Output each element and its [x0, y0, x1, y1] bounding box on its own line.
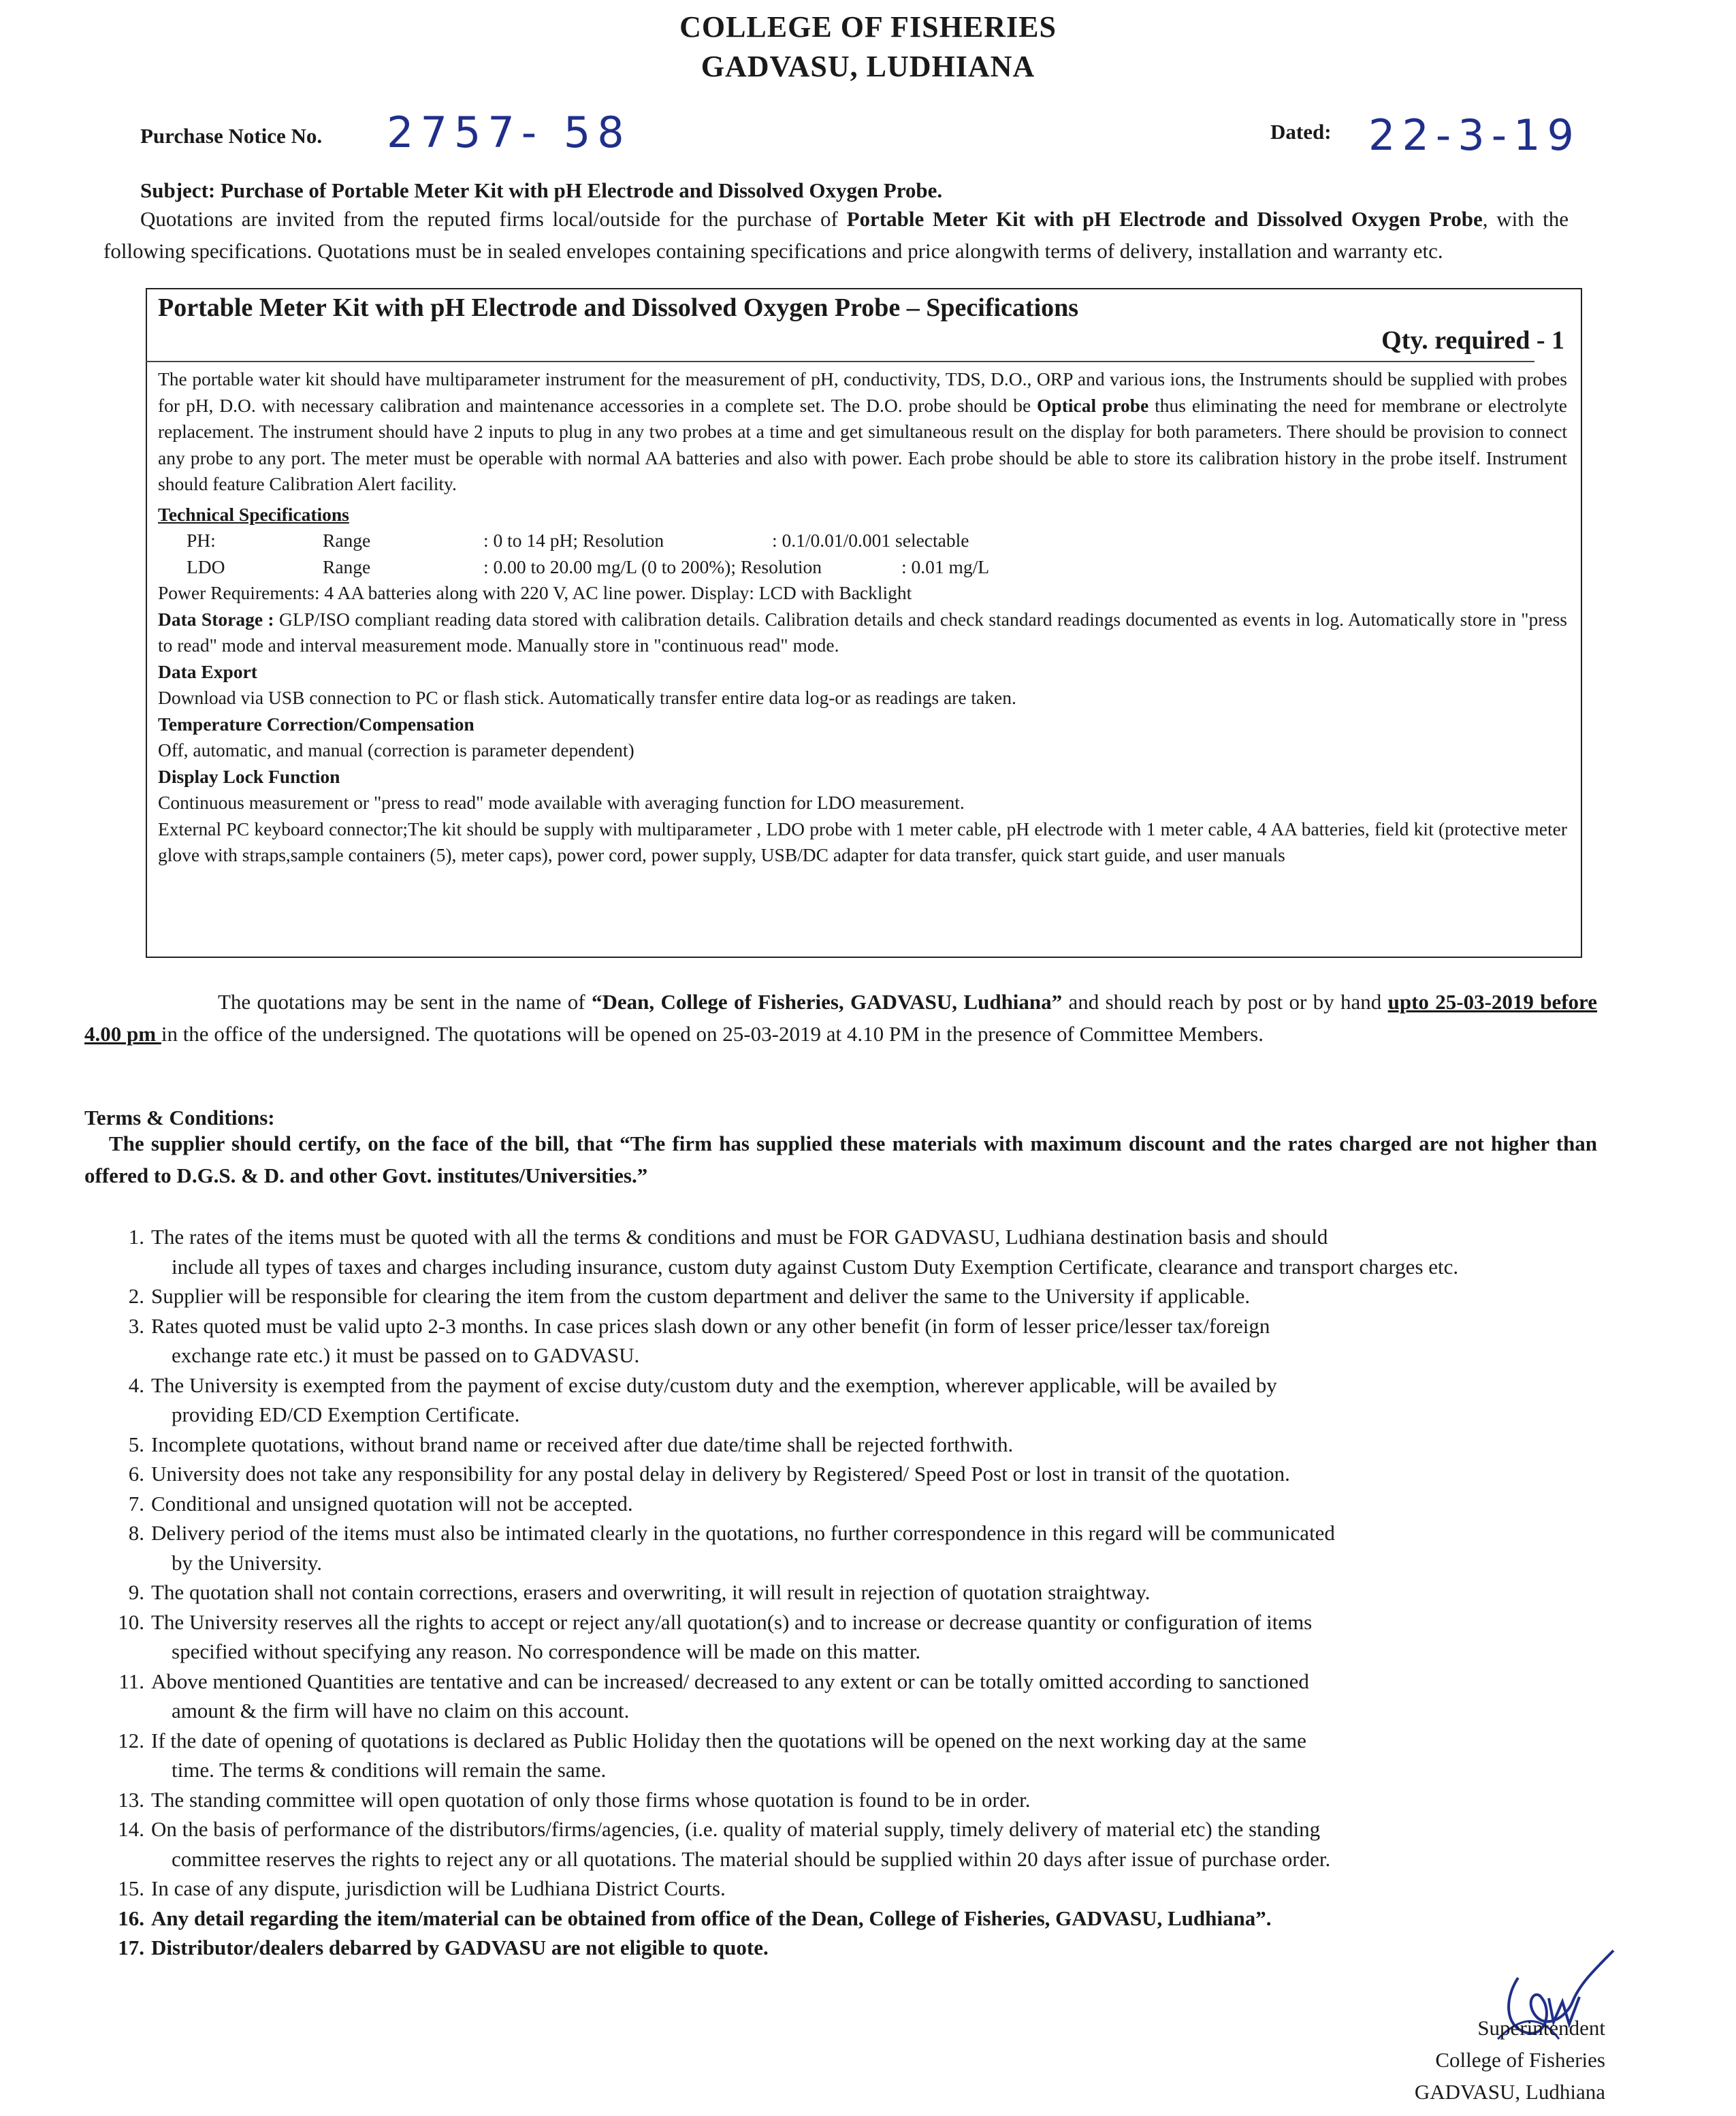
- term-item: [91, 1874, 1603, 1904]
- signatory-location: GADVASU, Ludhiana: [1414, 2080, 1605, 2104]
- term-item: [91, 1726, 1603, 1785]
- term-number: 13.: [118, 1787, 144, 1812]
- ph-range-value: : 0 to 14 pH; Resolution: [483, 530, 664, 551]
- term-text-first: Rates quoted must be valid upto 2-3 months. In case prices slash down or any other benefit (in form of lesser price/lesser tax/foreign: [151, 1313, 1270, 1338]
- term-item: [91, 1311, 1603, 1370]
- terms-heading: Terms & Conditions:: [84, 1106, 275, 1129]
- term-item: [91, 1489, 1603, 1519]
- term-text: [151, 1874, 1603, 1904]
- term-number: 1.: [128, 1225, 144, 1249]
- quantity-required: Qty. required - 1: [1381, 326, 1564, 355]
- term-text: [151, 1904, 1603, 1934]
- term-item: [91, 1370, 1603, 1430]
- ldo-label: LDO: [187, 556, 225, 577]
- spec-description-a: The portable water kit should have multiparameter instrument for the measurement of pH, conductivity, TDS, D.O., ORP and various ions, the Instruments should be supplied with probes for pH, D.O. with necessary calibration and maintenance accessories in a complete set. The D.O. probe should be: [158, 368, 1567, 416]
- intro-paragraph: [103, 203, 1569, 267]
- term-text-first: Distributor/dealers debarred by GADVASU are not eligible to quote.: [151, 1936, 769, 1959]
- dated-label: Dated:: [1270, 120, 1332, 144]
- temperature-heading: Temperature Correction/Compensation: [158, 713, 475, 735]
- term-text-continuation: committee reserves the rights to reject any or all quotations. The material should be supplied within 20 days after issue of purchase order.: [172, 1846, 1331, 1871]
- data-export-text: Download via USB connection to PC or flash stick. Automatically transfer entire data log-or as readings are taken.: [158, 687, 1016, 708]
- submission-paragraph: [84, 986, 1597, 1050]
- ph-spec-row: [158, 528, 1567, 554]
- intro-item-name: Portable Meter Kit with pH Electrode and Dissolved Oxygen Probe: [846, 207, 1483, 231]
- term-text: [151, 1430, 1603, 1460]
- term-number: 14.: [118, 1817, 144, 1841]
- term-text: [151, 1667, 1603, 1726]
- term-item: [91, 1577, 1603, 1607]
- term-number: 10.: [118, 1609, 144, 1634]
- spec-box-title: Portable Meter Kit with pH Electrode and Dissolved Oxygen Probe – Specifications: [158, 293, 1079, 322]
- term-item: [91, 1459, 1603, 1489]
- data-storage-text: GLP/ISO compliant reading data stored with calibration details. Calibration details and check standard readings documented as events in log. Automatically store in "press to read" mode and interval measurement mode. Manually store in "continuous read" mode.: [158, 608, 1567, 656]
- spec-description-b: thus eliminating the need for membrane or electrolyte replacement. The instrument should have 2 inputs to plug in any two probes at a time and get simultaneous result on the display for both parameters. There should be provision to connect any probe to any port. The meter must be operable with normal AA batteries and also with power. Each probe should be able to store its calibration history in the probe itself. Instrument should feature Calibration Alert facility.: [158, 394, 1567, 494]
- data-storage: [158, 607, 1567, 659]
- term-text-continuation: amount & the firm will have no claim on this account.: [172, 1699, 630, 1722]
- term-text: [151, 1489, 1603, 1519]
- term-number: 12.: [118, 1728, 144, 1752]
- term-text-first: On the basis of performance of the distributors/firms/agencies, (i.e. quality of material supply, timely delivery of material etc) the standing: [151, 1817, 1321, 1841]
- term-item: [91, 1281, 1603, 1311]
- term-text-first: University does not take any responsibility for any postal delay in delivery by Registered/ Speed Post or lost in transit of the quotation.: [151, 1462, 1290, 1486]
- ldo-resolution-value: : 0.01 mg/L: [901, 556, 990, 577]
- term-text: [151, 1281, 1603, 1311]
- term-text-first: Delivery period of the items must also be intimated clearly in the quotations, no further correspondence in this regard will be communicated: [151, 1521, 1335, 1545]
- ldo-range-value: : 0.00 to 20.00 mg/L (0 to 200%); Resolution: [483, 556, 822, 577]
- term-number: 16.: [118, 1906, 144, 1930]
- term-text-continuation: time. The terms & conditions will remain the same.: [172, 1758, 607, 1782]
- supplier-certification: The supplier should certify, on the face of the bill, that “The firm has supplied these materials with maximum discount and the rates charged are not higher than offered to D.G.S. & D. and other Govt. institutes/Universities.”: [84, 1132, 1597, 1187]
- ph-range-label: Range: [323, 530, 371, 551]
- spec-description: [158, 366, 1567, 498]
- term-text-first: Any detail regarding the item/material can be obtained from office of the Dean, College of Fisheries, GADVASU, Ludhiana”.: [151, 1906, 1272, 1930]
- purchase-notice-number: 2757- 58: [387, 108, 631, 157]
- submission-text-3: in the office of the undersigned. The quotations will be opened on 25-03-2019 at 4.10 PM in the presence of Committee Members.: [161, 1022, 1264, 1046]
- term-number: 7.: [128, 1491, 144, 1516]
- term-number: 17.: [118, 1936, 144, 1959]
- term-text-first: The quotation shall not contain corrections, erasers and overwriting, it will result in rejection of quotation straightway.: [151, 1580, 1151, 1604]
- term-number: 11.: [118, 1669, 144, 1693]
- term-number: 4.: [128, 1373, 144, 1397]
- term-number: 9.: [128, 1580, 144, 1604]
- power-requirements: Power Requirements: 4 AA batteries along with 220 V, AC line power. Display: LCD with Backlight: [158, 582, 912, 603]
- term-item: [91, 1667, 1603, 1726]
- term-text: [151, 1933, 1603, 1963]
- term-text: [151, 1607, 1603, 1667]
- term-item: [91, 1430, 1603, 1460]
- submission-text-1: The quotations may be sent in the name of: [218, 990, 592, 1014]
- term-number: 15.: [118, 1876, 144, 1900]
- data-storage-label: Data Storage :: [158, 608, 279, 630]
- ldo-range-label: Range: [323, 556, 371, 577]
- term-text: [151, 1222, 1603, 1281]
- ldo-spec-row: [158, 554, 1567, 581]
- term-text: [151, 1726, 1603, 1785]
- ph-resolution-value: : 0.1/0.01/0.001 selectable: [772, 530, 969, 551]
- temperature-text: Off, automatic, and manual (correction is parameter dependent): [158, 739, 634, 760]
- kit-contents: External PC keyboard connector;The kit should be supply with multiparameter , LDO probe with 1 meter cable, pH electrode with 1 meter cable, 4 AA batteries, field kit (protective meter glove with straps,sample containers (5), meter caps), power cord, power supply, USB/DC adapter for data transfer, quick start guide, and user manuals: [158, 818, 1567, 865]
- tech-spec-heading: Technical Specifications: [158, 503, 349, 525]
- term-item: [91, 1933, 1603, 1963]
- term-text: [151, 1814, 1603, 1874]
- addressee-name: “Dean, College of Fisheries, GADVASU, Ludhiana”: [591, 990, 1063, 1014]
- notice-date: 22-3-19: [1368, 110, 1581, 160]
- signatory-office: College of Fisheries: [1435, 2048, 1605, 2072]
- term-text: [151, 1459, 1603, 1489]
- term-text: [151, 1577, 1603, 1607]
- display-lock-text: Continuous measurement or "press to read" mode available with averaging function for LDO measurement.: [158, 792, 965, 813]
- terms-list: [91, 1222, 1603, 1963]
- term-item: [91, 1904, 1603, 1934]
- term-item: [91, 1518, 1603, 1577]
- term-text: [151, 1370, 1603, 1430]
- college-name: COLLEGE OF FISHERIES: [679, 10, 1057, 44]
- term-text-first: Incomplete quotations, without brand name or received after due date/time shall be rejected forthwith.: [151, 1432, 1014, 1456]
- term-text-continuation: by the University.: [172, 1550, 322, 1575]
- term-item: [91, 1222, 1603, 1281]
- signatory-title: Superintendent: [1477, 2016, 1605, 2040]
- spec-box-divider: [146, 361, 1534, 362]
- term-number: 8.: [128, 1521, 144, 1545]
- purchase-notice-label: Purchase Notice No.: [140, 124, 323, 148]
- term-text-first: The rates of the items must be quoted with all the terms & conditions and must be FOR GADVASU, Ludhiana destination basis and should: [151, 1225, 1328, 1249]
- term-text-continuation: specified without specifying any reason. No correspondence will be made on this matter.: [172, 1639, 921, 1663]
- term-text-continuation: providing ED/CD Exemption Certificate.: [172, 1402, 520, 1426]
- term-number: 3.: [128, 1313, 144, 1338]
- term-text-first: The University reserves all the rights to accept or reject any/all quotation(s) and to increase or decrease quantity or configuration of items: [151, 1609, 1313, 1634]
- term-text-first: Supplier will be responsible for clearing the item from the custom department and deliver the same to the University if applicable.: [151, 1284, 1251, 1308]
- ph-label: PH:: [187, 530, 216, 551]
- intro-text-1: Quotations are invited from the reputed firms local/outside for the purchase of: [140, 207, 847, 231]
- term-text-first: In case of any dispute, jurisdiction will be Ludhiana District Courts.: [151, 1876, 726, 1900]
- term-number: 2.: [128, 1284, 144, 1308]
- term-text-first: If the date of opening of quotations is declared as Public Holiday then the quotations will be opened on the next working day at the same: [151, 1728, 1306, 1752]
- term-text-first: Above mentioned Quantities are tentative and can be increased/ decreased to any extent or can be totally omitted according to sanctioned: [151, 1669, 1309, 1693]
- term-number: 5.: [128, 1432, 144, 1456]
- term-text-continuation: exchange rate etc.) it must be passed on to GADVASU.: [172, 1343, 640, 1367]
- optical-probe-text: Optical probe: [1037, 394, 1149, 416]
- term-text: [151, 1311, 1603, 1370]
- display-lock-heading: Display Lock Function: [158, 765, 340, 787]
- term-item: [91, 1785, 1603, 1815]
- intro-text-2: , with the following specifications. Quotations must be in sealed envelopes containing specifications and price alongwith terms of delivery, installation and warranty etc.: [103, 207, 1569, 263]
- submission-deadline: upto 25-03-2019 before 4.00 pm: [84, 990, 1598, 1046]
- term-text: [151, 1785, 1603, 1815]
- subject-line: Subject: Purchase of Portable Meter Kit with pH Electrode and Dissolved Oxygen Probe.: [140, 178, 943, 202]
- term-number: 6.: [128, 1462, 144, 1486]
- term-text: [151, 1518, 1603, 1577]
- term-text-continuation: include all types of taxes and charges including insurance, custom duty against Custom Duty Exemption Certificate, clearance and transport charges etc.: [172, 1254, 1459, 1279]
- spec-box-content: [158, 366, 1567, 869]
- submission-text-2: and should reach by post or by hand: [1062, 990, 1388, 1014]
- data-export-heading: Data Export: [158, 660, 257, 682]
- term-text-first: The University is exempted from the payment of excise duty/custom duty and the exemption, wherever applicable, will be availed by: [151, 1373, 1277, 1397]
- university-location: GADVASU, LUDHIANA: [701, 50, 1035, 83]
- term-text-first: The standing committee will open quotation of only those firms whose quotation is found to be in order.: [151, 1787, 1031, 1812]
- signature-block: [1415, 2012, 1605, 2108]
- term-item: [91, 1607, 1603, 1667]
- term-item: [91, 1814, 1603, 1874]
- term-text-first: Conditional and unsigned quotation will not be accepted.: [151, 1491, 633, 1516]
